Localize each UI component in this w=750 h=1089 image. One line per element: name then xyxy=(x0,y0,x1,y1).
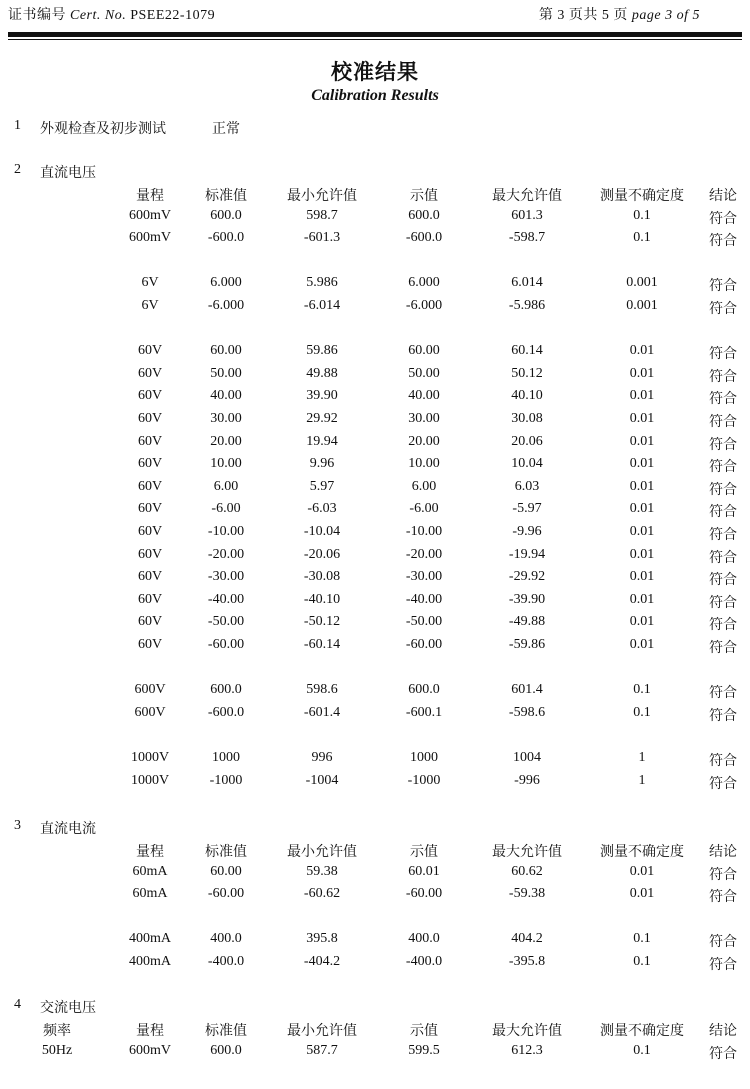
table-cell-uncertainty: 0.1 xyxy=(633,1042,651,1058)
table-cell-min-allowed: -30.08 xyxy=(303,569,341,585)
table-cell-min-allowed: -601.3 xyxy=(303,230,341,246)
table-cell-standard: -600.0 xyxy=(207,704,245,720)
table-cell-uncertainty: 0.01 xyxy=(629,886,655,902)
table-cell-conclusion: 符合 xyxy=(709,528,737,543)
section-number: 4 xyxy=(14,997,21,1012)
table-cell-indicated: -400.0 xyxy=(405,954,443,969)
table-cell-min-allowed: 598.7 xyxy=(306,207,338,223)
table-cell-range: 600mV xyxy=(129,207,171,223)
table-cell-standard: 400.0 xyxy=(210,931,242,947)
table-cell-range: 400mA xyxy=(129,931,171,947)
table-cell-min-allowed: 19.94 xyxy=(306,433,338,449)
table-cell-range: 600V xyxy=(134,682,166,698)
table-cell-conclusion: 符合 xyxy=(709,392,737,408)
table-cell-standard: 6.000 xyxy=(210,275,242,291)
table-cell-conclusion: 符合 xyxy=(709,369,737,385)
table-cell-max-allowed: 1004 xyxy=(513,750,541,765)
table-cell-max-allowed: 20.06 xyxy=(511,433,543,449)
section-number: 3 xyxy=(14,818,21,833)
cert-label-cn: 证书编号 xyxy=(8,8,66,23)
table-cell-range: 60V xyxy=(137,569,163,585)
table-cell-standard: 10.00 xyxy=(210,456,242,472)
column-header-uncertainty: 测量不确定度 xyxy=(600,845,684,860)
table-cell-indicated: 60.00 xyxy=(408,343,440,359)
table-cell-min-allowed: -404.2 xyxy=(303,954,341,969)
table-cell-standard: -30.00 xyxy=(207,569,245,585)
page-title-en: Calibration Results xyxy=(311,87,439,104)
page-number-cn: 第 3 页共 5 页 xyxy=(538,8,628,23)
table-cell-conclusion: 符合 xyxy=(709,211,737,227)
table-cell-indicated: -6.000 xyxy=(405,298,443,313)
table-cell-standard: -600.0 xyxy=(207,230,245,246)
table-cell-uncertainty: 0.01 xyxy=(629,546,655,562)
table-cell-indicated: 600.0 xyxy=(408,207,440,223)
column-header-standard: 标准值 xyxy=(205,189,247,204)
table-cell-min-allowed: -6.014 xyxy=(303,298,341,313)
column-header-uncertainty: 测量不确定度 xyxy=(600,1024,684,1039)
table-cell-max-allowed: -598.6 xyxy=(508,704,546,720)
table-cell-conclusion: 符合 xyxy=(709,867,737,883)
column-header-min-allowed: 最小允许值 xyxy=(287,189,357,204)
table-cell-range: 60V xyxy=(137,524,163,539)
column-header-conclusion: 结论 xyxy=(709,189,737,204)
table-cell-indicated: 6.00 xyxy=(411,478,437,494)
table-cell-conclusion: 符合 xyxy=(709,279,737,295)
table-cell-indicated: 1000 xyxy=(410,750,438,765)
column-header-max-allowed: 最大允许值 xyxy=(492,189,562,204)
table-cell-conclusion: 符合 xyxy=(709,1046,737,1062)
section-result: 正常 xyxy=(212,122,240,137)
column-header-range: 量程 xyxy=(136,189,164,204)
table-cell-min-allowed: -50.12 xyxy=(303,614,341,630)
column-header-uncertainty: 测量不确定度 xyxy=(600,189,684,204)
table-cell-indicated: 10.00 xyxy=(408,456,440,472)
table-cell-max-allowed: 601.3 xyxy=(511,207,543,223)
table-cell-conclusion: 符合 xyxy=(709,776,737,792)
table-cell-uncertainty: 0.01 xyxy=(629,863,655,879)
table-cell-max-allowed: -49.88 xyxy=(508,614,546,630)
table-cell-conclusion: 符合 xyxy=(709,550,737,566)
table-cell-uncertainty: 0.01 xyxy=(629,411,655,426)
table-cell-min-allowed: 395.8 xyxy=(306,931,338,947)
table-cell-indicated: 600.0 xyxy=(408,682,440,698)
table-cell-standard: 60.00 xyxy=(210,863,242,879)
table-cell-uncertainty: 0.01 xyxy=(629,569,655,585)
table-cell-uncertainty: 0.1 xyxy=(633,682,651,698)
table-cell-min-allowed: 996 xyxy=(311,750,333,765)
table-cell-max-allowed: 30.08 xyxy=(511,411,543,426)
table-cell-uncertainty: 0.1 xyxy=(633,207,651,223)
table-cell-conclusion: 符合 xyxy=(709,935,737,951)
table-cell-standard: -6.00 xyxy=(211,501,241,517)
table-cell-min-allowed: 59.86 xyxy=(306,343,338,359)
table-cell-max-allowed: -5.97 xyxy=(512,501,542,517)
table-cell-range: 60V xyxy=(137,501,163,517)
column-header-min-allowed: 最小允许值 xyxy=(287,845,357,860)
table-cell-range: 6V xyxy=(141,275,159,291)
section-number: 1 xyxy=(14,118,21,133)
table-cell-indicated: 60.01 xyxy=(408,863,440,879)
table-cell-max-allowed: -598.7 xyxy=(508,230,546,246)
table-cell-standard: 600.0 xyxy=(210,207,242,223)
column-header-conclusion: 结论 xyxy=(709,845,737,860)
table-cell-conclusion: 符合 xyxy=(709,890,737,906)
table-cell-conclusion: 符合 xyxy=(709,958,737,973)
section-title: 直流电压 xyxy=(40,166,96,181)
table-cell-standard: -60.00 xyxy=(207,886,245,902)
table-cell-conclusion: 符合 xyxy=(709,415,737,430)
table-cell-min-allowed: 59.38 xyxy=(306,863,338,879)
table-cell-range: 60V xyxy=(137,478,163,494)
table-cell-frequency: 50Hz xyxy=(41,1042,73,1058)
table-cell-range: 60V xyxy=(137,591,163,607)
table-cell-min-allowed: 5.97 xyxy=(309,478,335,494)
table-cell-max-allowed: 6.014 xyxy=(511,275,543,291)
table-cell-range: 60V xyxy=(137,614,163,630)
page-title-cn: 校准结果 xyxy=(331,60,419,84)
table-cell-indicated: -60.00 xyxy=(405,886,443,902)
table-cell-indicated: 40.00 xyxy=(408,388,440,404)
table-cell-range: 60V xyxy=(137,343,163,359)
table-cell-range: 60mA xyxy=(132,886,168,902)
table-cell-min-allowed: 9.96 xyxy=(309,456,335,472)
table-cell-uncertainty: 0.01 xyxy=(629,524,655,539)
table-cell-conclusion: 符合 xyxy=(709,754,737,769)
table-cell-indicated: -600.1 xyxy=(405,704,443,720)
header-rule-thin xyxy=(8,39,742,40)
column-header-range: 量程 xyxy=(136,845,164,860)
column-header-range: 量程 xyxy=(136,1024,164,1039)
table-cell-conclusion: 符合 xyxy=(709,595,737,611)
table-cell-range: 600V xyxy=(134,704,166,720)
table-cell-max-allowed: 601.4 xyxy=(511,682,543,698)
table-cell-range: 60V xyxy=(137,546,163,562)
table-cell-conclusion: 符合 xyxy=(709,708,737,724)
table-cell-indicated: -6.00 xyxy=(409,501,439,517)
table-cell-indicated: -50.00 xyxy=(405,614,443,630)
table-cell-max-allowed: 50.12 xyxy=(511,365,543,381)
table-cell-conclusion: 符合 xyxy=(709,641,737,656)
table-cell-range: 400mA xyxy=(129,954,171,969)
table-cell-uncertainty: 0.01 xyxy=(629,343,655,359)
table-cell-max-allowed: -19.94 xyxy=(508,546,546,562)
table-cell-min-allowed: -1004 xyxy=(305,772,339,788)
table-cell-uncertainty: 0.1 xyxy=(633,704,651,720)
table-cell-indicated: 400.0 xyxy=(408,931,440,947)
table-cell-conclusion: 符合 xyxy=(709,302,737,317)
table-cell-min-allowed: -6.03 xyxy=(307,501,337,517)
column-header-min-allowed: 最小允许值 xyxy=(287,1024,357,1039)
table-cell-conclusion: 符合 xyxy=(709,505,737,521)
table-cell-max-allowed: -39.90 xyxy=(508,591,546,607)
table-cell-indicated: 30.00 xyxy=(408,411,440,426)
column-header-max-allowed: 最大允许值 xyxy=(492,845,562,860)
table-cell-range: 600mV xyxy=(129,230,171,246)
table-cell-range: 60V xyxy=(137,456,163,472)
column-header-conclusion: 结论 xyxy=(709,1024,737,1039)
table-cell-conclusion: 符合 xyxy=(709,437,737,453)
table-cell-min-allowed: -60.14 xyxy=(303,637,341,652)
table-cell-range: 60mA xyxy=(132,863,168,879)
column-header-indicated: 示值 xyxy=(410,845,438,860)
table-cell-indicated: -30.00 xyxy=(405,569,443,585)
table-cell-max-allowed: -395.8 xyxy=(508,954,546,969)
table-cell-uncertainty: 0.01 xyxy=(629,637,655,652)
section-title: 交流电压 xyxy=(40,1001,96,1016)
table-cell-standard: 600.0 xyxy=(210,1042,242,1058)
table-cell-range: 60V xyxy=(137,411,163,426)
table-cell-standard: -60.00 xyxy=(207,637,245,652)
table-cell-range: 600mV xyxy=(129,1042,171,1058)
table-cell-max-allowed: 10.04 xyxy=(511,456,543,472)
column-header-standard: 标准值 xyxy=(205,1024,247,1039)
table-cell-standard: 60.00 xyxy=(210,343,242,359)
table-cell-conclusion: 符合 xyxy=(709,573,737,589)
table-cell-uncertainty: 1 xyxy=(638,750,646,765)
column-header-standard: 标准值 xyxy=(205,845,247,860)
table-cell-min-allowed: -20.06 xyxy=(303,546,341,562)
table-cell-standard: -40.00 xyxy=(207,591,245,607)
table-cell-standard: 30.00 xyxy=(210,411,242,426)
table-cell-conclusion: 符合 xyxy=(709,482,737,498)
table-cell-max-allowed: 40.10 xyxy=(511,388,543,404)
cert-label-en: Cert. No. xyxy=(70,8,127,23)
cert-number-value: PSEE22-1079 xyxy=(130,8,216,23)
table-cell-max-allowed: 60.62 xyxy=(511,863,543,879)
table-cell-uncertainty: 0.1 xyxy=(633,931,651,947)
table-cell-min-allowed: -60.62 xyxy=(303,886,341,902)
table-cell-conclusion: 符合 xyxy=(709,347,737,363)
page-number-en: page 3 of 5 xyxy=(631,8,700,23)
table-cell-min-allowed: 5.986 xyxy=(306,275,338,291)
table-cell-standard: -20.00 xyxy=(207,546,245,562)
column-header-indicated: 示值 xyxy=(410,1024,438,1039)
table-cell-conclusion: 符合 xyxy=(709,460,737,476)
table-cell-uncertainty: 0.01 xyxy=(629,388,655,404)
table-cell-max-allowed: -5.986 xyxy=(508,298,546,313)
table-cell-uncertainty: 0.001 xyxy=(626,275,658,291)
table-cell-uncertainty: 0.1 xyxy=(633,954,651,969)
table-cell-min-allowed: -10.04 xyxy=(303,524,341,539)
table-cell-range: 60V xyxy=(137,637,163,652)
table-cell-conclusion: 符合 xyxy=(709,234,737,250)
table-cell-max-allowed: 6.03 xyxy=(514,478,540,494)
table-cell-standard: 40.00 xyxy=(210,388,242,404)
cert-number xyxy=(8,4,215,24)
column-header-indicated: 示值 xyxy=(410,189,438,204)
table-cell-uncertainty: 0.01 xyxy=(629,433,655,449)
table-cell-min-allowed: -40.10 xyxy=(303,591,341,607)
table-cell-indicated: 599.5 xyxy=(408,1042,440,1058)
table-cell-standard: -6.000 xyxy=(207,298,245,313)
table-cell-standard: 20.00 xyxy=(210,433,242,449)
table-cell-max-allowed: -29.92 xyxy=(508,569,546,585)
table-cell-uncertainty: 0.01 xyxy=(629,478,655,494)
column-header-max-allowed: 最大允许值 xyxy=(492,1024,562,1039)
table-cell-min-allowed: 598.6 xyxy=(306,682,338,698)
table-cell-indicated: 20.00 xyxy=(408,433,440,449)
section-title: 直流电流 xyxy=(40,822,96,837)
table-cell-conclusion: 符合 xyxy=(709,686,737,702)
table-cell-uncertainty: 0.001 xyxy=(626,298,658,313)
table-cell-uncertainty: 0.01 xyxy=(629,614,655,630)
column-header-frequency: 频率 xyxy=(43,1024,71,1039)
table-cell-standard: -10.00 xyxy=(207,524,245,539)
table-cell-range: 60V xyxy=(137,365,163,381)
table-cell-uncertainty: 0.01 xyxy=(629,456,655,472)
table-cell-indicated: -40.00 xyxy=(405,591,443,607)
header-rule-thick xyxy=(8,32,742,37)
page-header xyxy=(8,4,742,24)
table-cell-uncertainty: 0.1 xyxy=(633,230,651,246)
table-cell-max-allowed: 60.14 xyxy=(511,343,543,359)
table-cell-indicated: 50.00 xyxy=(408,365,440,381)
section-number: 2 xyxy=(14,162,21,177)
section-title: 外观检查及初步测试 xyxy=(40,122,166,137)
table-cell-uncertainty: 0.01 xyxy=(629,501,655,517)
table-cell-indicated: -1000 xyxy=(407,772,441,788)
table-cell-range: 60V xyxy=(137,388,163,404)
table-cell-standard: 6.00 xyxy=(213,478,239,494)
table-cell-uncertainty: 0.01 xyxy=(629,591,655,607)
table-cell-indicated: -10.00 xyxy=(405,524,443,539)
table-cell-range: 6V xyxy=(141,298,159,313)
table-cell-indicated: -600.0 xyxy=(405,230,443,246)
table-cell-conclusion: 符合 xyxy=(709,618,737,634)
table-cell-range: 1000V xyxy=(130,750,170,765)
table-cell-max-allowed: -9.96 xyxy=(512,524,542,539)
table-cell-range: 60V xyxy=(137,433,163,449)
table-cell-standard: 50.00 xyxy=(210,365,242,381)
table-cell-standard: 600.0 xyxy=(210,682,242,698)
table-cell-max-allowed: -59.38 xyxy=(508,886,546,902)
table-cell-indicated: -20.00 xyxy=(405,546,443,562)
table-cell-standard: -400.0 xyxy=(207,954,245,969)
table-cell-max-allowed: 404.2 xyxy=(511,931,543,947)
table-cell-min-allowed: -601.4 xyxy=(303,704,341,720)
table-cell-min-allowed: 29.92 xyxy=(306,411,338,426)
table-cell-min-allowed: 39.90 xyxy=(306,388,338,404)
table-cell-standard: 1000 xyxy=(212,750,240,765)
table-cell-max-allowed: -996 xyxy=(514,772,540,788)
table-cell-range: 1000V xyxy=(130,772,170,788)
table-cell-indicated: -60.00 xyxy=(405,637,443,652)
table-cell-min-allowed: 587.7 xyxy=(306,1042,338,1058)
page-number xyxy=(539,4,700,24)
table-cell-indicated: 6.000 xyxy=(408,275,440,291)
table-cell-max-allowed: 612.3 xyxy=(511,1042,543,1058)
table-cell-standard: -50.00 xyxy=(207,614,245,630)
table-cell-uncertainty: 1 xyxy=(638,772,646,788)
table-cell-max-allowed: -59.86 xyxy=(508,637,546,652)
table-cell-standard: -1000 xyxy=(209,772,243,788)
table-cell-min-allowed: 49.88 xyxy=(306,365,338,381)
table-cell-uncertainty: 0.01 xyxy=(629,365,655,381)
